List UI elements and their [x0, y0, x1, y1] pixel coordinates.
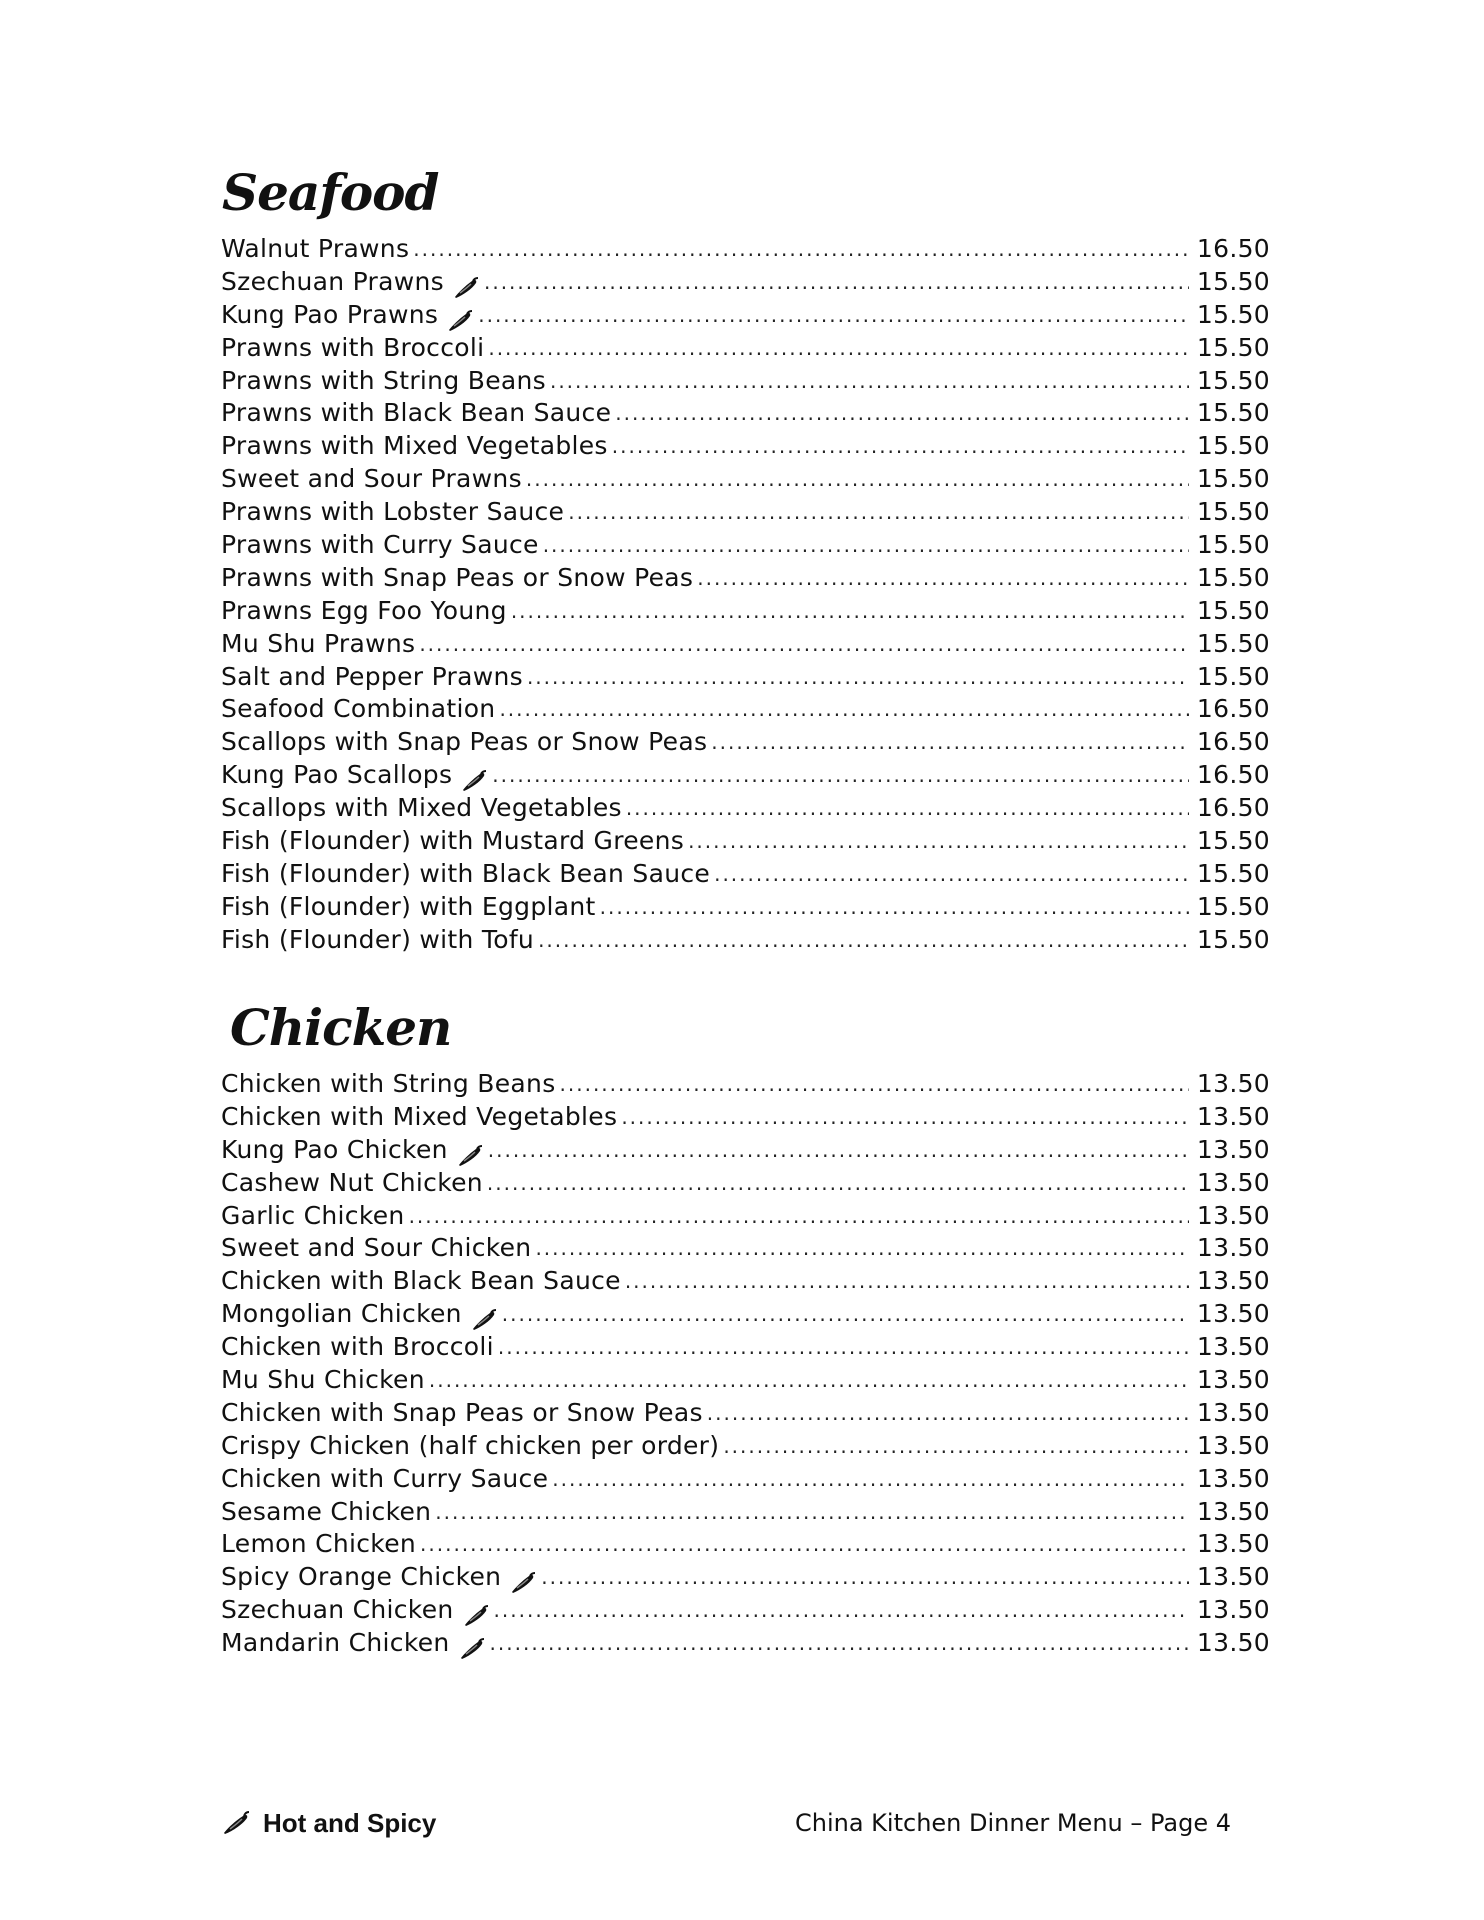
menu-item-name: Fish (Flounder) with Mustard Greens — [221, 826, 685, 856]
dot-leader — [697, 562, 1189, 595]
menu-item — [221, 430, 1270, 463]
dot-leader — [552, 1463, 1189, 1496]
dot-leader — [478, 299, 1189, 332]
menu-item-name: Sesame Chicken — [221, 1496, 432, 1526]
menu-item-price: 15.50 — [1196, 924, 1270, 954]
menu-item-name: Crispy Chicken (half chicken per order) — [221, 1430, 720, 1460]
menu-item-price: 15.50 — [1196, 497, 1270, 527]
menu-item — [221, 1561, 1270, 1594]
menu-item — [221, 792, 1270, 825]
menu-item-name: Prawns with Broccoli — [221, 332, 485, 362]
menu-item-price: 15.50 — [1196, 365, 1270, 395]
menu-item — [221, 595, 1270, 628]
menu-item — [221, 496, 1270, 529]
menu-item — [221, 1528, 1270, 1561]
menu-item-name: Fish (Flounder) with Black Bean Sauce — [221, 858, 711, 888]
menu-item-name: Mu Shu Prawns — [221, 628, 416, 658]
menu-item-name: Chicken with Mixed Vegetables — [221, 1101, 618, 1131]
menu-item-price: 13.50 — [1196, 1562, 1270, 1592]
menu-item-name: Chicken with Curry Sauce — [221, 1463, 549, 1493]
menu-item-name: Szechuan Prawns — [221, 266, 444, 296]
menu-item-price: 16.50 — [1196, 233, 1270, 263]
chili-pepper-icon — [221, 1811, 251, 1835]
menu-item — [221, 858, 1270, 891]
menu-item — [221, 891, 1270, 924]
menu-item-price: 15.50 — [1196, 530, 1270, 559]
menu-item — [221, 1397, 1270, 1430]
menu-item-price: 15.50 — [1196, 628, 1270, 658]
dot-leader — [488, 1134, 1189, 1167]
dot-leader — [568, 496, 1189, 529]
menu-item-price: 13.50 — [1196, 1463, 1270, 1493]
menu-item-price: 13.50 — [1196, 1628, 1270, 1658]
menu-item-price: 13.50 — [1196, 1233, 1270, 1263]
menu-item — [221, 1232, 1270, 1265]
menu-item-price: 13.50 — [1196, 1332, 1270, 1362]
menu-item-name: Sweet and Sour Chicken — [221, 1233, 532, 1263]
dot-leader — [538, 924, 1189, 957]
dot-leader — [543, 529, 1189, 562]
dot-leader — [494, 1594, 1189, 1627]
menu-item — [221, 1496, 1270, 1529]
menu-item — [221, 1265, 1270, 1298]
seafood-menu-list — [221, 233, 1270, 957]
dot-leader — [435, 1496, 1189, 1529]
dot-leader — [600, 891, 1189, 924]
menu-item-name: Chicken with String Beans — [221, 1068, 556, 1098]
menu-item — [221, 1167, 1270, 1200]
menu-item — [221, 924, 1270, 957]
menu-item-name: Kung Pao Scallops — [221, 760, 453, 790]
menu-item-price: 15.50 — [1196, 858, 1270, 888]
menu-item-name: Chicken with Snap Peas or Snow Peas — [221, 1397, 703, 1427]
menu-item — [221, 332, 1270, 365]
dot-leader — [625, 1265, 1189, 1298]
menu-item-price: 13.50 — [1196, 1068, 1270, 1098]
menu-item-name: Kung Pao Chicken — [221, 1134, 448, 1164]
menu-item — [221, 1627, 1270, 1660]
menu-item-name: Prawns with Mixed Vegetables — [221, 431, 608, 461]
menu-item-name: Szechuan Chicken — [221, 1595, 454, 1625]
menu-item-price: 15.50 — [1196, 299, 1270, 329]
dot-leader — [484, 266, 1189, 299]
dot-leader — [707, 1397, 1189, 1430]
menu-item-price: 15.50 — [1196, 595, 1270, 625]
dot-leader — [490, 1627, 1189, 1660]
dot-leader — [723, 1430, 1189, 1463]
chicken-menu-list — [221, 1068, 1270, 1660]
dot-leader — [487, 1167, 1189, 1200]
menu-item — [221, 1331, 1270, 1364]
menu-item-name: Lemon Chicken — [221, 1529, 417, 1559]
menu-item-name: Seafood Combination — [221, 694, 496, 724]
menu-item-name: Mu Shu Chicken — [221, 1365, 425, 1394]
chicken-section-title: Chicken — [230, 998, 452, 1057]
dot-leader — [535, 1232, 1188, 1265]
menu-item-name: Prawns with Snap Peas or Snow Peas — [221, 562, 694, 592]
menu-item-name: Salt and Pepper Prawns — [221, 661, 523, 691]
menu-item — [221, 1364, 1270, 1397]
menu-item — [221, 1068, 1270, 1101]
chili-pepper-icon — [462, 1605, 490, 1627]
dot-leader — [626, 792, 1189, 825]
menu-item-price: 13.50 — [1196, 1496, 1270, 1526]
dot-leader — [550, 365, 1189, 398]
menu-item-price: 13.50 — [1196, 1101, 1270, 1131]
menu-item-price: 13.50 — [1196, 1397, 1270, 1427]
chili-pepper-icon — [470, 1309, 498, 1331]
dot-leader — [413, 233, 1189, 266]
menu-item — [221, 726, 1270, 759]
menu-item-name: Mongolian Chicken — [221, 1299, 462, 1329]
menu-item — [221, 1594, 1270, 1627]
menu-item-name: Scallops with Snap Peas or Snow Peas — [221, 727, 708, 757]
menu-item-price: 15.50 — [1196, 332, 1270, 362]
dot-leader — [419, 628, 1189, 661]
menu-item — [221, 529, 1270, 562]
menu-item-name: Prawns with String Beans — [221, 365, 546, 395]
menu-item — [221, 628, 1270, 661]
menu-item-price: 13.50 — [1196, 1430, 1270, 1460]
dot-leader — [688, 825, 1189, 858]
menu-item-name: Cashew Nut Chicken — [221, 1167, 483, 1197]
menu-item-price: 15.50 — [1196, 398, 1270, 428]
menu-item-price: 13.50 — [1196, 1167, 1270, 1197]
dot-leader — [492, 759, 1189, 792]
dot-leader — [612, 430, 1189, 463]
menu-item-price: 15.50 — [1196, 661, 1270, 691]
dot-leader — [499, 693, 1188, 726]
menu-item-name: Spicy Orange Chicken — [221, 1562, 502, 1592]
menu-item-name: Sweet and Sour Prawns — [221, 464, 522, 494]
seafood-section-title: Seafood — [222, 163, 439, 222]
menu-item — [221, 1200, 1270, 1233]
page-footer-label: China Kitchen Dinner Menu – Page 4 — [795, 1809, 1231, 1837]
menu-item — [221, 693, 1270, 726]
dot-leader — [621, 1101, 1189, 1134]
menu-item-name: Prawns with Black Bean Sauce — [221, 398, 612, 428]
menu-item-price: 16.50 — [1196, 793, 1270, 823]
dot-leader — [526, 463, 1189, 496]
menu-item-price: 13.50 — [1196, 1365, 1270, 1394]
menu-item-price: 15.50 — [1196, 266, 1270, 296]
menu-item-price: 13.50 — [1196, 1529, 1270, 1559]
menu-item-price: 16.50 — [1196, 727, 1270, 757]
menu-item-price: 13.50 — [1196, 1134, 1270, 1164]
menu-item-price: 16.50 — [1196, 760, 1270, 790]
chili-pepper-icon — [458, 1638, 486, 1660]
dot-leader — [498, 1331, 1189, 1364]
menu-item — [221, 299, 1270, 332]
menu-item — [221, 562, 1270, 595]
menu-item-price: 13.50 — [1196, 1266, 1270, 1296]
menu-item-name: Walnut Prawns — [221, 233, 410, 263]
chili-pepper-icon — [456, 1145, 484, 1167]
spicy-legend — [221, 1806, 436, 1840]
chili-pepper-icon — [446, 310, 474, 332]
menu-item — [221, 365, 1270, 398]
menu-item — [221, 1134, 1270, 1167]
dot-leader — [714, 858, 1189, 891]
menu-item — [221, 1101, 1270, 1134]
menu-item-price: 13.50 — [1196, 1299, 1270, 1329]
menu-item-name: Scallops with Mixed Vegetables — [221, 793, 622, 823]
menu-item — [221, 233, 1270, 266]
menu-item-name: Garlic Chicken — [221, 1200, 405, 1230]
menu-item-name: Fish (Flounder) with Eggplant — [221, 891, 596, 921]
menu-item-price: 16.50 — [1196, 694, 1270, 724]
menu-item — [221, 759, 1270, 792]
menu-item — [221, 1430, 1270, 1463]
menu-item-price: 15.50 — [1196, 431, 1270, 461]
menu-item-name: Fish (Flounder) with Tofu — [221, 924, 535, 954]
menu-item — [221, 266, 1270, 299]
menu-item-name: Kung Pao Prawns — [221, 299, 439, 329]
dot-leader — [615, 397, 1189, 430]
dot-leader — [409, 1200, 1189, 1233]
dot-leader — [560, 1068, 1189, 1101]
menu-item — [221, 1298, 1270, 1331]
menu-item-name: Chicken with Black Bean Sauce — [221, 1266, 621, 1296]
menu-item-name: Mandarin Chicken — [221, 1628, 450, 1658]
menu-item-price: 15.50 — [1196, 826, 1270, 856]
chili-pepper-icon — [509, 1572, 537, 1594]
menu-item — [221, 463, 1270, 496]
chili-pepper-icon — [452, 277, 480, 299]
menu-item-name: Chicken with Broccoli — [221, 1332, 494, 1362]
menu-item-price: 13.50 — [1196, 1595, 1270, 1625]
dot-leader — [420, 1528, 1189, 1561]
legend-label: Hot and Spicy — [263, 1807, 437, 1838]
menu-item-price: 15.50 — [1196, 464, 1270, 494]
dot-leader — [511, 595, 1189, 628]
menu-item-name: Prawns Egg Foo Young — [221, 595, 507, 625]
menu-item-price: 15.50 — [1196, 562, 1270, 592]
menu-item-price: 15.50 — [1196, 891, 1270, 921]
menu-item — [221, 661, 1270, 694]
menu-item-price: 13.50 — [1196, 1200, 1270, 1230]
menu-item — [221, 1463, 1270, 1496]
menu-item — [221, 825, 1270, 858]
menu-item-name: Prawns with Curry Sauce — [221, 530, 539, 559]
menu-item-name: Prawns with Lobster Sauce — [221, 497, 565, 527]
chili-pepper-icon — [460, 770, 488, 792]
dot-leader — [502, 1298, 1189, 1331]
menu-item — [221, 397, 1270, 430]
dot-leader — [527, 661, 1189, 694]
dot-leader — [429, 1364, 1189, 1397]
dot-leader — [711, 726, 1189, 759]
dot-leader — [488, 332, 1189, 365]
dot-leader — [541, 1561, 1189, 1594]
